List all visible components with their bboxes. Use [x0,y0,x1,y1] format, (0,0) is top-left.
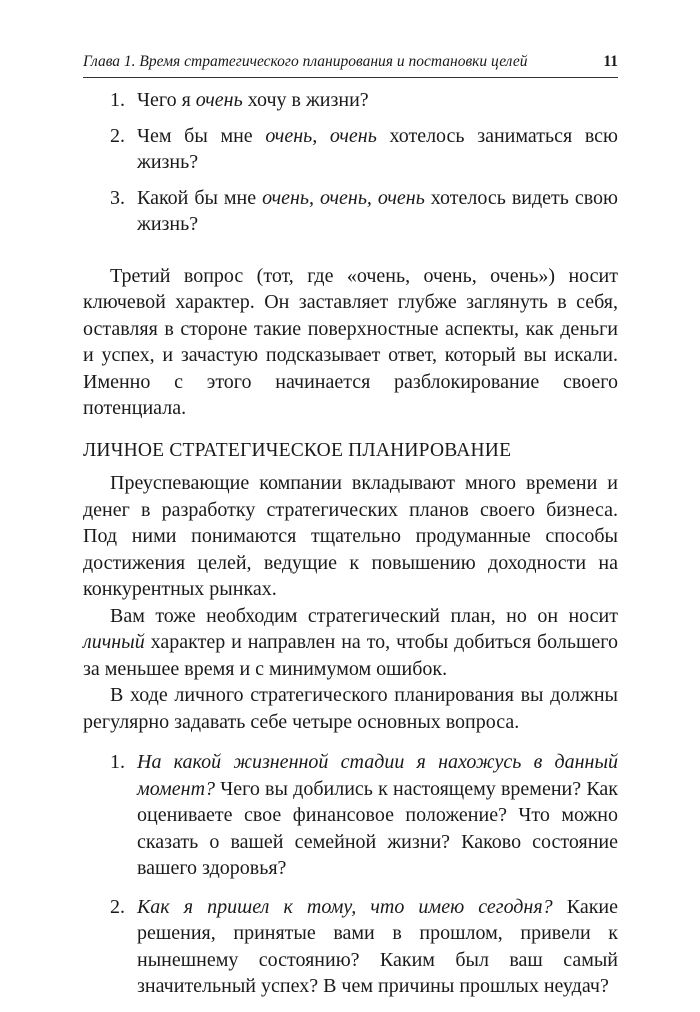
section-title: ЛИЧНОЕ СТРАТЕГИЧЕСКОЕ ПЛАНИРОВАНИЕ [83,439,512,461]
paragraph: В ходе личного стратегического планирования вы должны регулярно задавать себе четыре основных вопроса. [83,684,618,733]
list-item [83,894,618,1000]
item-number: 2. [110,124,125,147]
item-text: Чего вы добились к настоящему времени? Как оцениваете свое финансовое положение? Что можно сказать о вашей семейной жизни? Каково состояние вашего здоровья? [137,777,618,879]
item-number: 2. [110,895,125,918]
item-emphasis: очень, очень, очень [262,186,425,209]
item-text: Чем бы мне [137,124,266,147]
chapter-title: Глава 1. Время стратегического планирования и постановки целей [83,53,528,70]
item-text: Какие решения, принятые вами в прошлом, привели к нынешнему состоянию? Каким был ваш самый значительный успех? В чем причины прошлых неудач? [137,895,619,997]
item-emphasis: очень, очень [265,124,377,147]
paragraph-text: Вам тоже необходим стратегический план, но он носит [110,604,618,627]
running-header [83,52,618,72]
item-number: 1. [110,751,125,773]
item-text: хотелось заниматься всю жизнь? [137,124,618,173]
list-item [83,749,618,882]
page-number: 11 [603,53,618,70]
item-question: Как я пришел к тому, что имею сегодня? [137,895,553,918]
paragraph: Третий вопрос (тот, где «очень, очень, очень») носит ключевой характер. Он заставляет глубже заглянуть в себя, оставляя в стороне такие поверхностные аспекты, как деньги и успех, и зачастую подсказывает ответ, который вы искали. Именно с этого начинается разблокирование своего потенциала. [83,264,618,419]
item-text: хотелось видеть свою жизнь? [137,186,618,235]
item-text: хочу в жизни? [242,89,369,111]
item-number: 3. [110,186,125,209]
list-item [83,185,618,238]
item-number: 1. [110,89,125,111]
list-item [83,123,618,176]
item-text: Чего я [137,89,196,111]
item-text: Какой бы мне [137,186,263,209]
paragraph: Преуспевающие компании вкладывают много времени и денег в разработку стратегических планов своего бизнеса. Под ними понимаются тщательно продуманные способы достижения целей, ведущие к повышению доходности на конкурентных рынках. [83,472,618,600]
question-list-1 [83,87,618,238]
paragraph-text: характер и направлен на то, чтобы добиться большего за меньшее время и с минимумом ошибок. [83,631,618,680]
paragraph [83,603,618,683]
list-item [83,87,618,114]
body-text [83,87,618,1012]
item-emphasis: очень [195,89,243,111]
question-list-2 [83,749,618,1000]
paragraph-emphasis: личный [83,631,145,653]
item-question: На какой жизненной стадии я нахожусь в данный момент? [137,751,618,800]
header-rule [83,77,618,78]
